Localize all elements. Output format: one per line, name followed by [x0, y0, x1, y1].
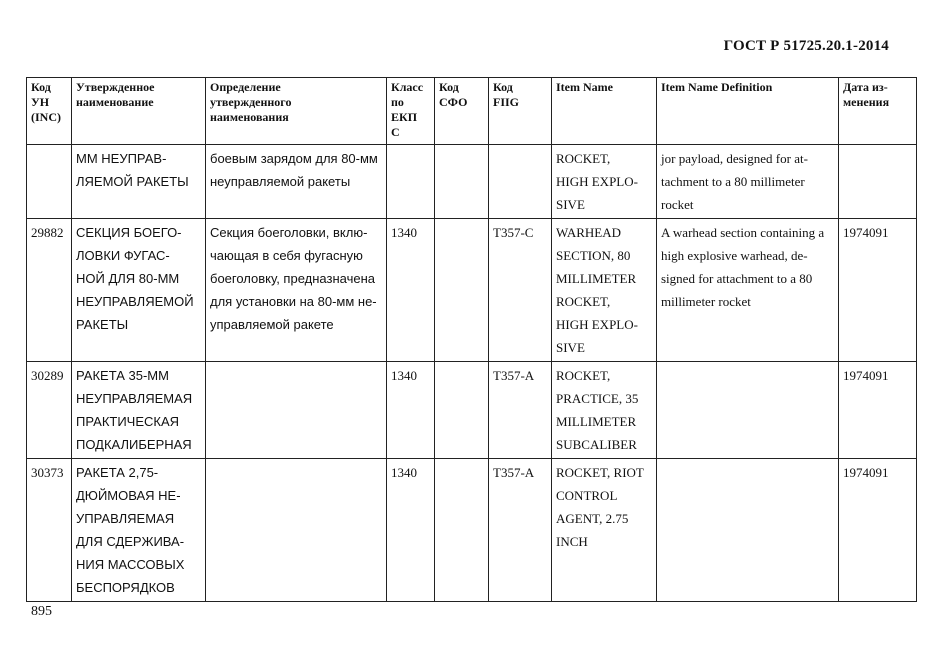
cell-date [839, 145, 917, 219]
cell-item-name-line: HIGH EXPLO- [556, 317, 638, 332]
col-header-class: Класс по ЕКП С [387, 78, 435, 145]
cell-definition [206, 219, 387, 362]
cell-sfo [435, 362, 489, 459]
cell-item-def-line: jor payload, designed for at- [661, 151, 808, 166]
cell-item-name-line: MILLIMETER [556, 414, 637, 429]
cell-approved-name-line: ДЮЙМОВАЯ НЕ- [76, 488, 181, 503]
cell-item-name [552, 219, 657, 362]
cell-item-def-line: signed for attachment to a 80 [661, 271, 813, 286]
cell-item-name-line: AGENT, 2.75 [556, 511, 629, 526]
cell-item-name-line: PRACTICE, 35 [556, 391, 639, 406]
cell-date: 1974091 [839, 219, 917, 362]
cell-approved-name-line: ЛЯЕМОЙ РАКЕТЫ [76, 174, 189, 189]
cell-definition-line: неуправляемой ракеты [210, 174, 351, 189]
cell-sfo [435, 219, 489, 362]
cell-item-def [657, 145, 839, 219]
cell-item-name-line: SIVE [556, 340, 585, 355]
cell-item-name-line: HIGH EXPLO- [556, 174, 638, 189]
cell-class: 1340 [387, 459, 435, 602]
cell-item-name-line: ROCKET, [556, 368, 611, 383]
cell-item-name-line: SUBCALIBER [556, 437, 637, 452]
cell-item-def-line: A warhead section containing a [661, 225, 825, 240]
cell-approved-name [72, 362, 206, 459]
document-title: ГОСТ Р 51725.20.1-2014 [723, 38, 889, 54]
table-row [27, 459, 917, 602]
cell-item-name-line: SECTION, 80 [556, 248, 631, 263]
cell-item-name-line: CONTROL [556, 488, 618, 503]
col-header-date: Дата из- менения [839, 78, 917, 145]
col-header-sfo: Код СФО [435, 78, 489, 145]
cell-class: 1340 [387, 362, 435, 459]
cell-inc: 30373 [27, 459, 72, 602]
cell-fiig [489, 145, 552, 219]
cell-item-def-line: tachment to a 80 millimeter [661, 174, 805, 189]
cell-fiig: T357-C [489, 219, 552, 362]
cell-approved-name-line: НОЙ ДЛЯ 80-ММ [76, 271, 180, 286]
cell-definition [206, 145, 387, 219]
cell-inc: 29882 [27, 219, 72, 362]
cell-approved-name-line: РАКЕТА 2,75- [76, 465, 159, 480]
col-header-fiig: Код FIIG [489, 78, 552, 145]
cell-approved-name-line: ПОДКАЛИБЕРНАЯ [76, 437, 192, 452]
col-header-inc: Код УН (INC) [27, 78, 72, 145]
cell-definition-line: Секция боеголовки, вклю- [210, 225, 368, 240]
cell-definition-line: чающая в себя фугасную [210, 248, 363, 263]
cell-item-name [552, 145, 657, 219]
table-row [27, 145, 917, 219]
cell-item-name-line: WARHEAD [556, 225, 621, 240]
cell-inc [27, 145, 72, 219]
cell-definition-line: управляемой ракете [210, 317, 334, 332]
cell-approved-name-line: ПРАКТИЧЕСКАЯ [76, 414, 180, 429]
table-header-row [27, 78, 917, 145]
cell-approved-name-line: УПРАВЛЯЕМАЯ [76, 511, 175, 526]
cell-sfo [435, 459, 489, 602]
table-row [27, 219, 917, 362]
cell-definition-line: боевым зарядом для 80-мм [210, 151, 378, 166]
cell-item-def-line: millimeter rocket [661, 294, 751, 309]
cell-item-def [657, 459, 839, 602]
cell-definition [206, 459, 387, 602]
cell-approved-name-line: НЕУПРАВЛЯЕМОЙ [76, 294, 194, 309]
cell-item-name-line: SIVE [556, 197, 585, 212]
cell-approved-name-line: ЛОВКИ ФУГАС- [76, 248, 170, 263]
cell-item-def [657, 362, 839, 459]
items-table [26, 77, 917, 602]
col-header-definition: Определение утвержденного наименования [206, 78, 387, 145]
col-header-item-def: Item Name Definition [657, 78, 839, 145]
cell-definition [206, 362, 387, 459]
cell-fiig: T357-A [489, 459, 552, 602]
cell-item-name [552, 362, 657, 459]
cell-item-name-line: MILLIMETER [556, 271, 637, 286]
cell-date: 1974091 [839, 362, 917, 459]
cell-item-def-line: high explosive warhead, de- [661, 248, 808, 263]
cell-inc: 30289 [27, 362, 72, 459]
cell-approved-name-line: ДЛЯ СДЕРЖИВА- [76, 534, 185, 549]
cell-class [387, 145, 435, 219]
cell-approved-name-line: ММ НЕУПРАВ- [76, 151, 167, 166]
cell-fiig: T357-A [489, 362, 552, 459]
cell-approved-name [72, 219, 206, 362]
cell-item-name-line: ROCKET, RIOT [556, 465, 644, 480]
cell-item-name [552, 459, 657, 602]
cell-approved-name [72, 459, 206, 602]
table-row [27, 362, 917, 459]
cell-definition-line: боеголовку, предназначена [210, 271, 375, 286]
cell-approved-name-line: СЕКЦИЯ БОЕГО- [76, 225, 182, 240]
cell-item-def-line: rocket [661, 197, 694, 212]
cell-approved-name-line: РАКЕТА 35-ММ [76, 368, 169, 383]
cell-item-name-line: INCH [556, 534, 588, 549]
col-header-item-name: Item Name [552, 78, 657, 145]
cell-definition-line: для установки на 80-мм не- [210, 294, 377, 309]
cell-approved-name-line: НИЯ МАССОВЫХ [76, 557, 185, 572]
cell-item-def [657, 219, 839, 362]
cell-approved-name-line: РАКЕТЫ [76, 317, 129, 332]
cell-approved-name [72, 145, 206, 219]
cell-item-name-line: ROCKET, [556, 151, 611, 166]
cell-sfo [435, 145, 489, 219]
page-number: 895 [31, 604, 52, 619]
col-header-approved-name: Утвержденное наименование [72, 78, 206, 145]
cell-date: 1974091 [839, 459, 917, 602]
cell-approved-name-line: БЕСПОРЯДКОВ [76, 580, 175, 595]
cell-class: 1340 [387, 219, 435, 362]
cell-item-name-line: ROCKET, [556, 294, 611, 309]
cell-approved-name-line: НЕУПРАВЛЯЕМАЯ [76, 391, 193, 406]
